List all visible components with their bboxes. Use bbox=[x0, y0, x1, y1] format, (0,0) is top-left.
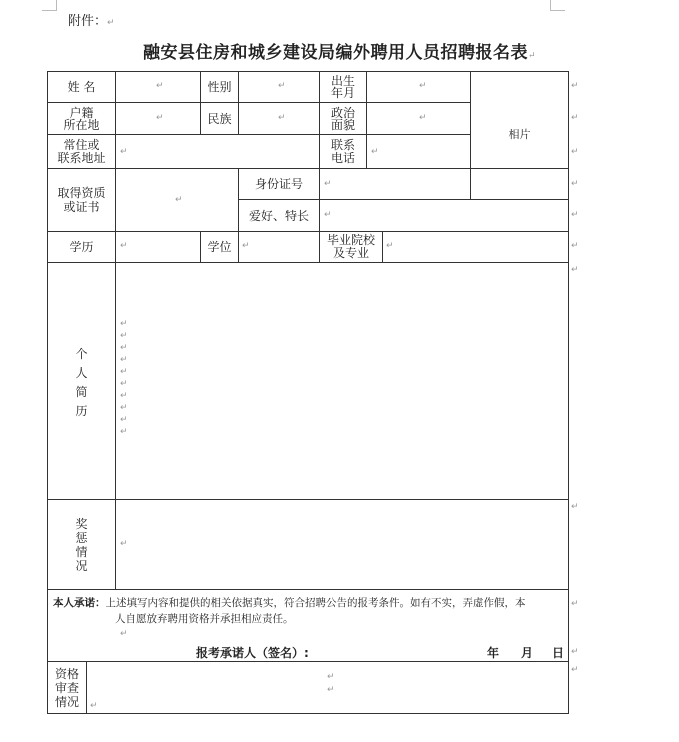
resume-textarea[interactable] bbox=[116, 263, 568, 499]
photo-box[interactable]: 相片 bbox=[508, 128, 531, 141]
label-id-number: 身份证号 bbox=[254, 177, 303, 191]
pledge-lead: 本人承诺： bbox=[53, 597, 106, 609]
school-input[interactable] bbox=[383, 232, 568, 262]
label-review: 资格 审查 情况 bbox=[54, 667, 79, 709]
label-degree: 学位 bbox=[207, 240, 232, 254]
date-day: 日 bbox=[552, 646, 565, 660]
address-input[interactable] bbox=[116, 135, 319, 168]
education-input[interactable] bbox=[116, 232, 200, 262]
pledge-line-1: 本人承诺：上述填写内容和提供的相关依据真实，符合招聘公告的报考条件。如有不实，弄虚作假，本 bbox=[53, 597, 526, 609]
label-name: 姓 名 bbox=[67, 80, 96, 94]
label-resume: 个 人 简 历 bbox=[75, 347, 88, 418]
phone-input[interactable] bbox=[367, 135, 470, 168]
label-rewards: 奖 惩 情 况 bbox=[75, 516, 88, 573]
label-political: 政治 面貌 bbox=[330, 105, 355, 132]
label-qualification: 取得资质 或证书 bbox=[57, 186, 106, 214]
id-number-input[interactable] bbox=[320, 169, 568, 199]
label-ethnicity: 民族 bbox=[207, 111, 232, 126]
degree-input[interactable] bbox=[239, 232, 319, 262]
pledge-block bbox=[53, 595, 567, 627]
rewards-textarea[interactable] bbox=[116, 500, 568, 589]
label-school: 毕业院校 及专业 bbox=[326, 233, 375, 260]
signature-line[interactable] bbox=[318, 642, 478, 658]
date-year: 年 bbox=[487, 646, 500, 660]
date-month: 月 bbox=[521, 646, 534, 660]
label-gender: 性别 bbox=[207, 80, 232, 94]
page-title: 融安县住房和城乡建设局编外聘用人员招聘报名表↵ bbox=[142, 43, 537, 63]
label-address: 常住或 联系地址 bbox=[57, 137, 106, 165]
label-phone: 联系 电话 bbox=[330, 137, 355, 165]
attachment-label: 附件：↵ bbox=[68, 14, 115, 29]
label-hobbies: 爱好、特长 bbox=[248, 208, 309, 223]
label-birth: 出生 年月 bbox=[330, 74, 355, 100]
label-education: 学历 bbox=[69, 240, 94, 254]
signature-label: 报考承诺人（签名）: bbox=[196, 646, 309, 660]
label-hukou: 户籍 所在地 bbox=[63, 105, 100, 132]
pledge-line-2: 人自愿放弃聘用资格并承担相应责任。 bbox=[115, 613, 294, 625]
hobbies-input[interactable] bbox=[320, 200, 568, 231]
